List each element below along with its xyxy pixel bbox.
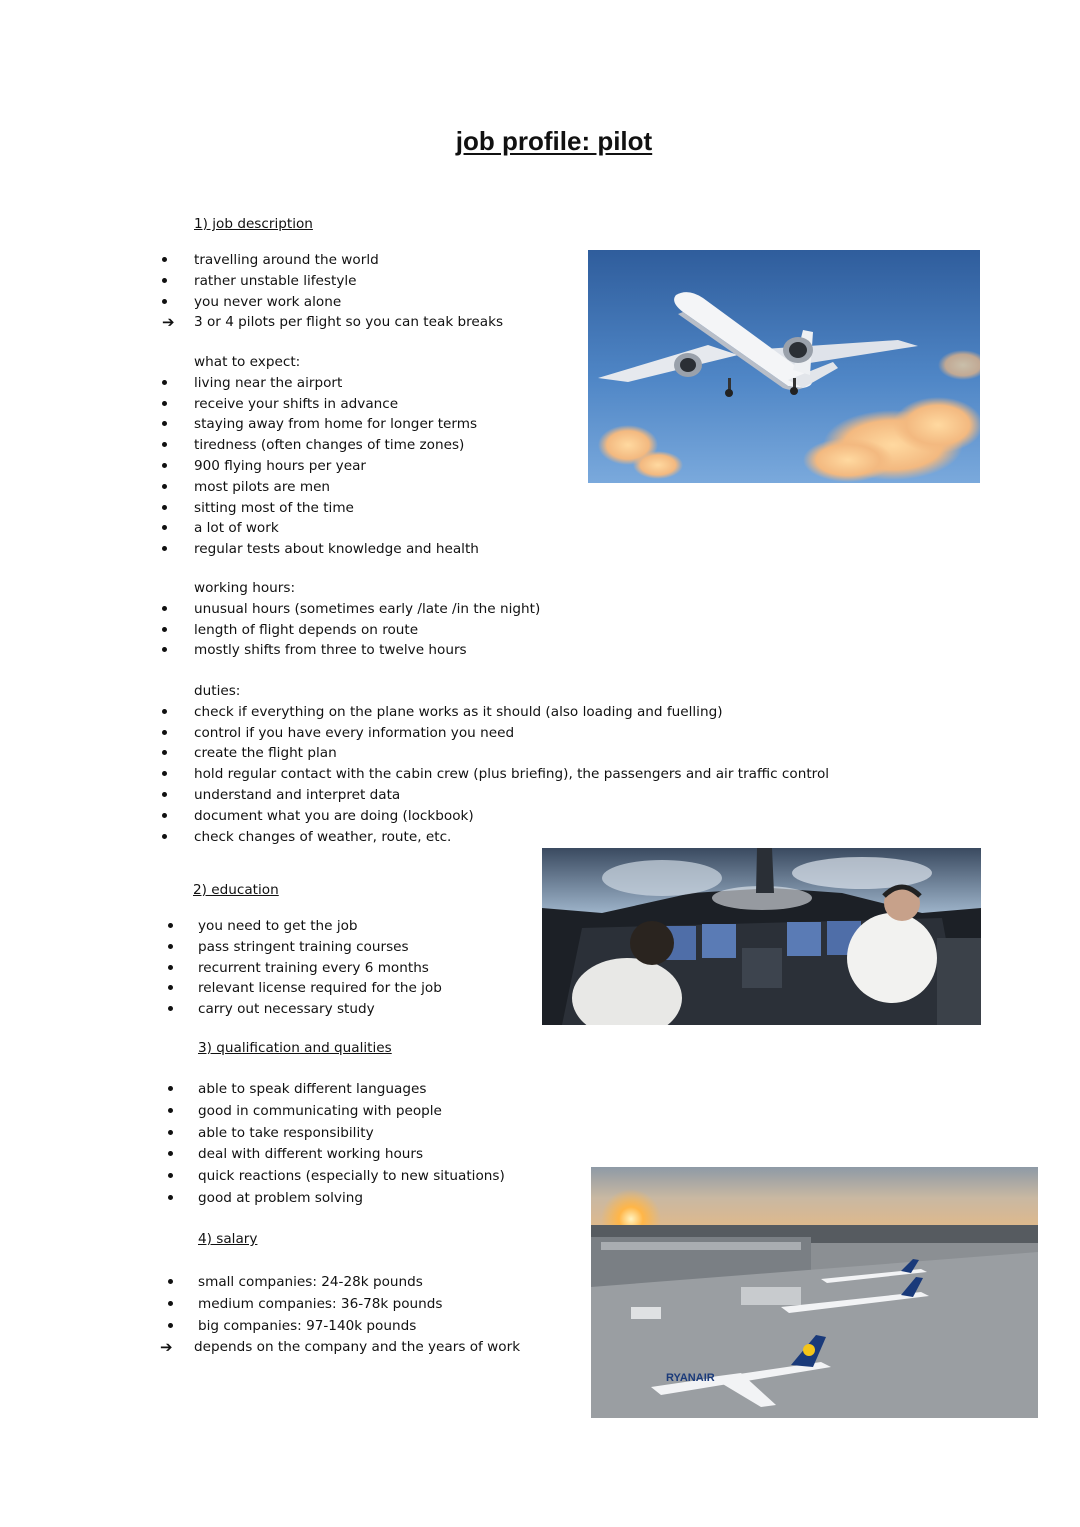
list-item: you need to get the job <box>198 916 528 937</box>
expect-list <box>194 352 614 560</box>
list-item: tiredness (often changes of time zones) <box>194 435 614 456</box>
list-item: good in communicating with people <box>198 1101 578 1123</box>
list-item: relevant license required for the job <box>198 978 528 999</box>
job-description-intro-list <box>162 250 614 333</box>
list-item: check changes of weather, route, etc. <box>194 827 834 848</box>
hours-list <box>194 578 614 661</box>
section-heading-salary: 4) salary <box>198 1231 258 1247</box>
education-list <box>198 916 528 1020</box>
page-title: job profile: pilot <box>455 126 653 156</box>
section-heading-job-description: 1) job description <box>194 216 313 232</box>
cockpit-image <box>542 848 981 1025</box>
list-item: small companies: 24-28k pounds <box>198 1272 578 1294</box>
list-item: check if everything on the plane works as it should (also loading and fuelling) <box>194 702 834 723</box>
list-item: able to speak different languages <box>198 1079 578 1101</box>
hours-label: working hours: <box>194 580 296 596</box>
list-item: rather unstable lifestyle <box>194 271 614 292</box>
list-item: able to take responsibility <box>198 1123 578 1145</box>
airline-livery-text: RYANAIR <box>666 1372 715 1384</box>
duties-label: duties: <box>194 683 241 699</box>
list-item: length of flight depends on route <box>194 620 614 641</box>
list-item: you never work alone <box>194 292 614 313</box>
qualification-list <box>198 1079 578 1210</box>
list-item: regular tests about knowledge and health <box>194 539 614 560</box>
list-item: big companies: 97-140k pounds <box>198 1316 578 1338</box>
list-item: create the flight plan <box>194 743 834 764</box>
expect-label: what to expect: <box>194 354 301 370</box>
list-item: quick reactions (especially to new situations) <box>198 1166 578 1188</box>
list-item: medium companies: 36-78k pounds <box>198 1294 578 1316</box>
airplane-image <box>588 250 980 483</box>
list-item: 900 flying hours per year <box>194 456 614 477</box>
list-item: hold regular contact with the cabin crew (plus briefing), the passengers and air traffic control <box>194 764 834 785</box>
arrow-right-icon: ➔ <box>160 1338 173 1357</box>
list-item: document what you are doing (lockbook) <box>194 806 834 827</box>
list-item: sitting most of the time <box>194 498 614 519</box>
list-item: most pilots are men <box>194 477 614 498</box>
list-item: pass stringent training courses <box>198 937 528 958</box>
list-item: unusual hours (sometimes early /late /in the night) <box>194 599 614 620</box>
list-item: control if you have every information you need <box>194 723 834 744</box>
list-item: understand and interpret data <box>194 785 834 806</box>
list-item: deal with different working hours <box>198 1144 578 1166</box>
list-item-arrow: ➔ depends on the company and the years of work <box>160 1338 521 1357</box>
list-item: living near the airport <box>194 373 614 394</box>
section-heading-qualification: 3) qualification and qualities <box>198 1040 392 1056</box>
list-item: receive your shifts in advance <box>194 394 614 415</box>
list-item: a lot of work <box>194 518 614 539</box>
section-heading-education: 2) education <box>193 882 279 898</box>
list-item: mostly shifts from three to twelve hours <box>194 640 614 661</box>
airport-image <box>591 1167 1038 1418</box>
duties-list <box>194 681 834 847</box>
arrow-right-icon: ➔ <box>162 313 175 332</box>
list-item: travelling around the world <box>194 250 614 271</box>
salary-list <box>160 1272 578 1359</box>
list-item: recurrent training every 6 months <box>198 958 528 979</box>
list-item-arrow: ➔ 3 or 4 pilots per flight so you can teak breaks <box>162 313 504 332</box>
list-item: carry out necessary study <box>198 999 528 1020</box>
list-item: staying away from home for longer terms <box>194 414 614 435</box>
list-item: good at problem solving <box>198 1188 578 1210</box>
